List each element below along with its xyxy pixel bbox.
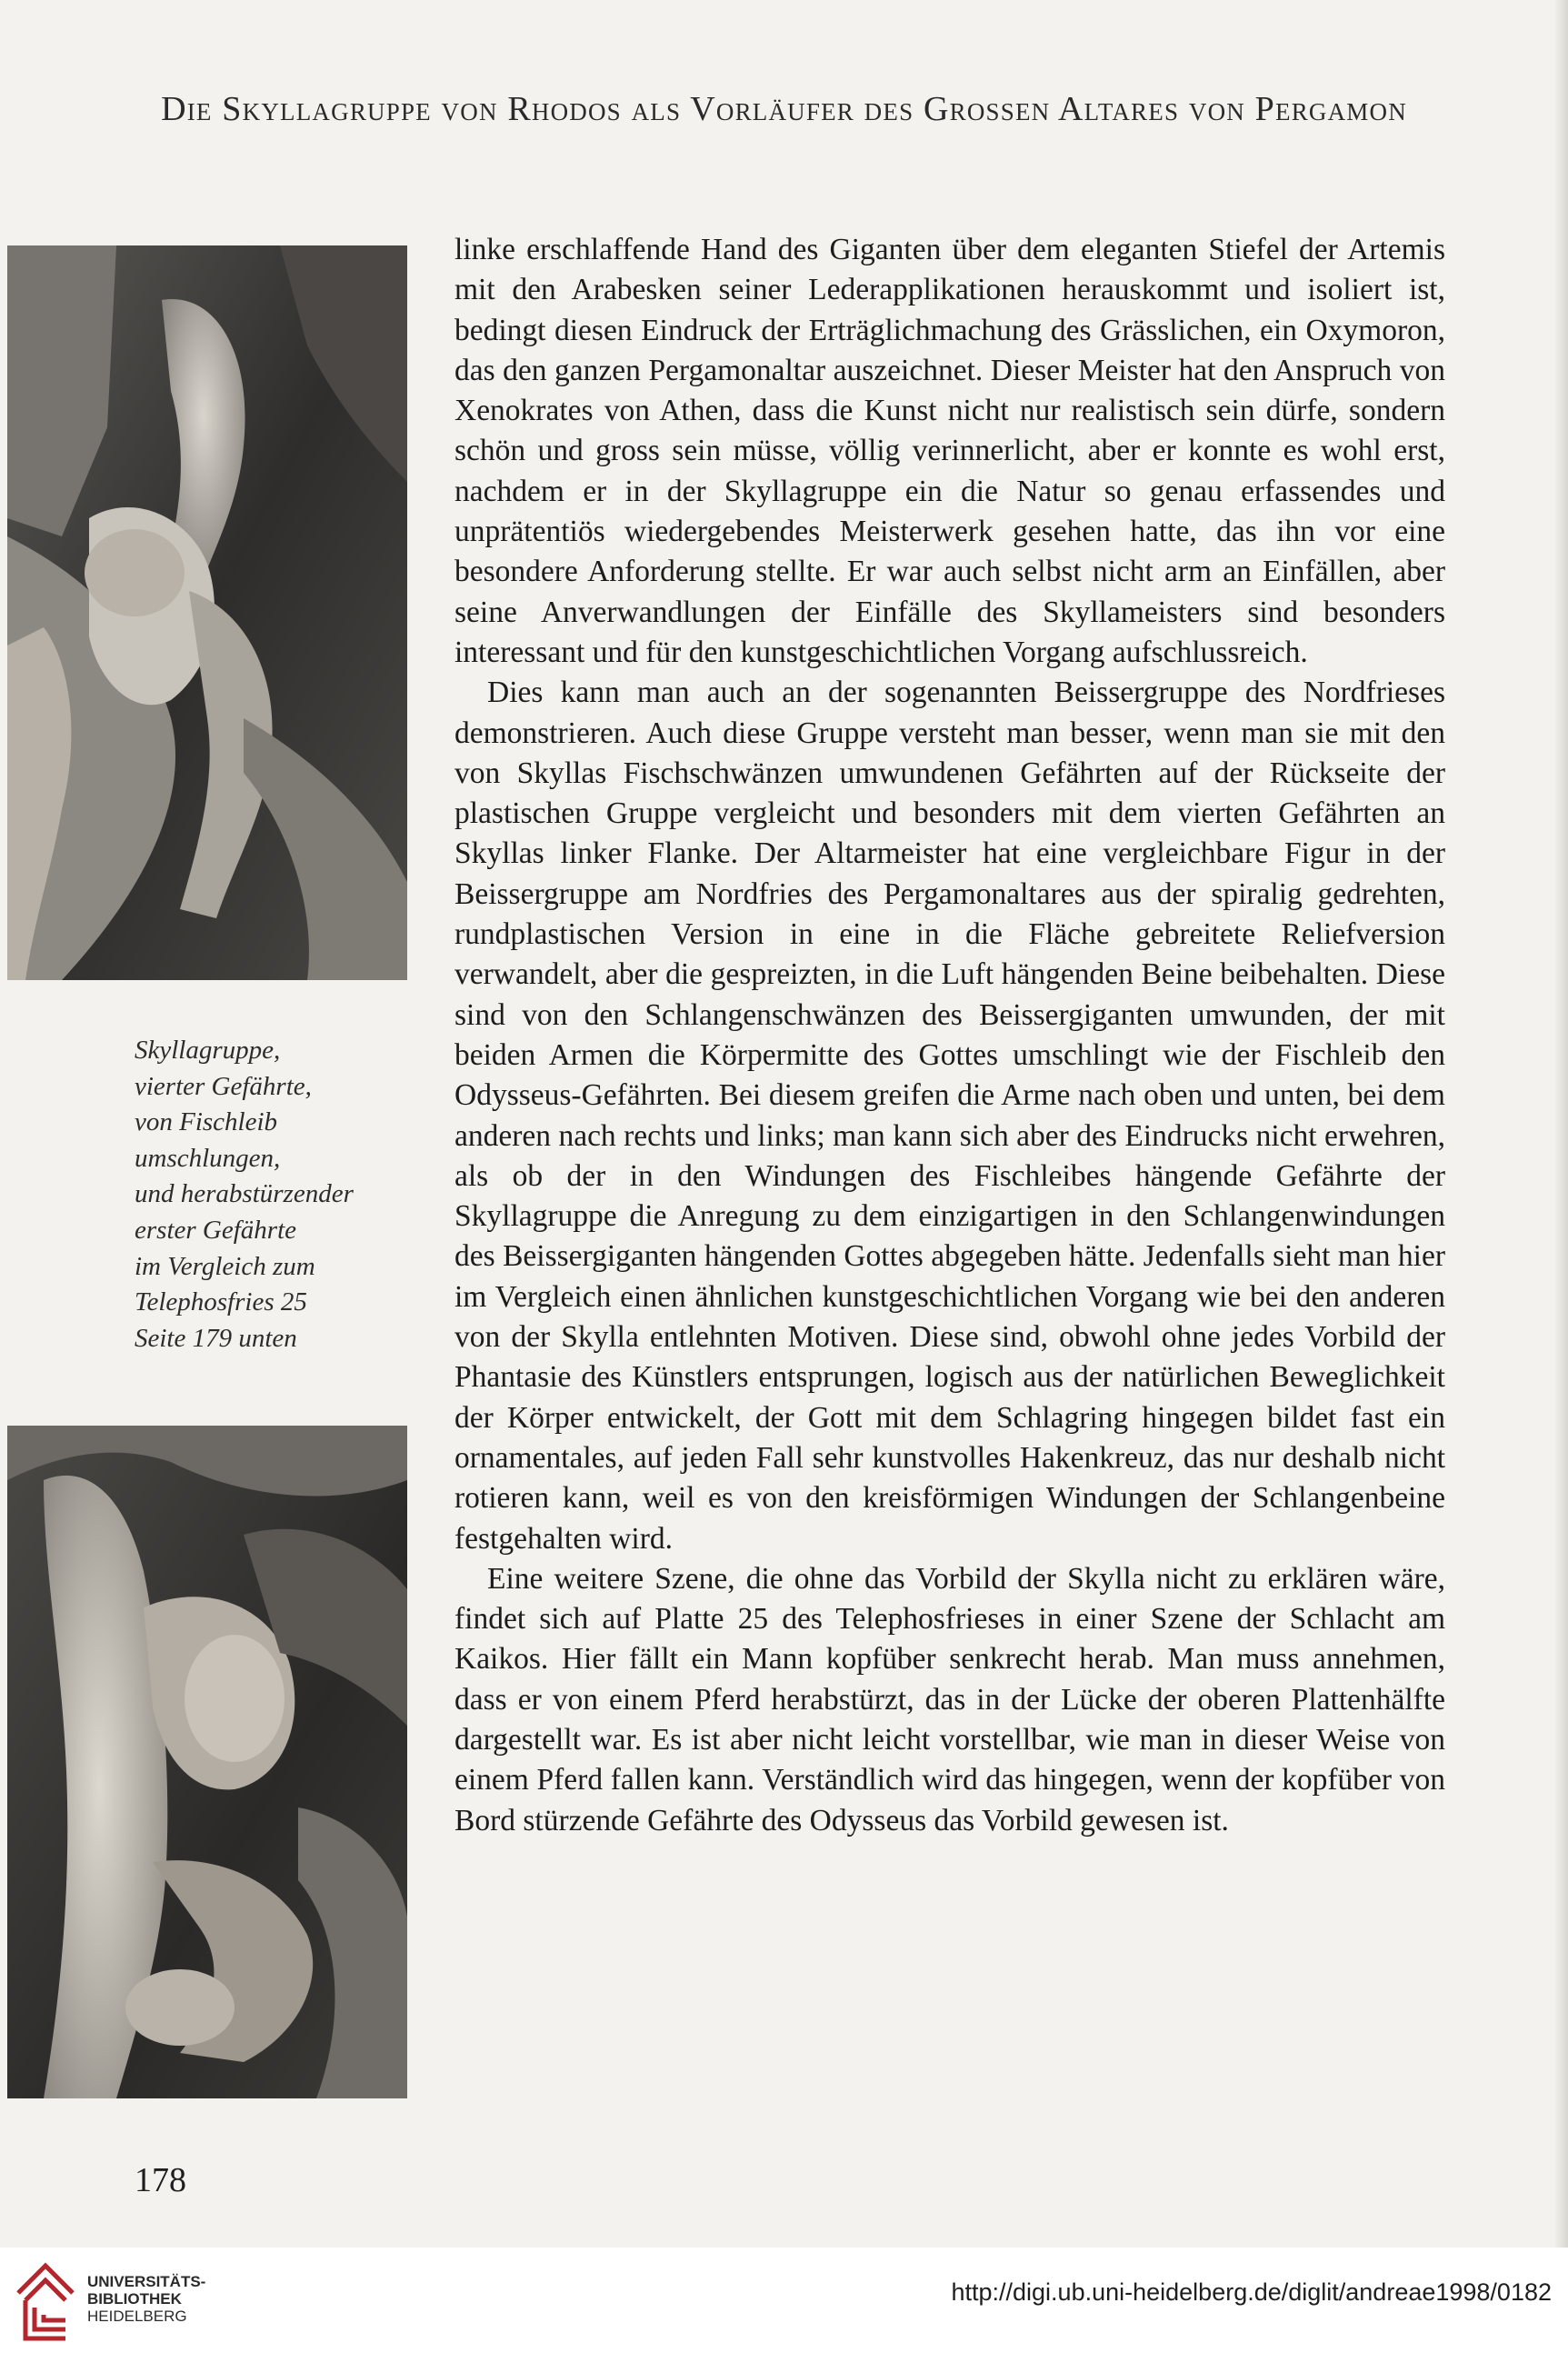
paragraph: Eine weitere Szene, die ohne das Vorbild der Skylla nicht zu erklären wäre, findet sich auf Platte 25 des Telephosfrieses in einer Szene der Schlacht am Kaikos. Hier fällt ein Mann kopfüber senkrecht herab. Man muss annehmen, dass er von einem Pferd herabstürzt, das in der Lücke der oberen Plattenhälfte dargestellt war. Es ist aber nicht leicht vorstellbar, wie man in dieser Weise von einem Pferd fallen kann. Verständlich wird das hingegen, wenn der kopfüber von Bord stürzende Gefährte des Odysseus das Vorbild gewesen ist. [454,1561,1445,1837]
caption-line: vierter Gefährte, [135,1071,312,1101]
running-head: Die Skyllagruppe von Rhodos als Vorläufer des Grossen Altares von Pergamon [161,90,1407,128]
caption-line: umschlungen, [135,1143,281,1173]
library-name [87,2273,205,2325]
sculpture-photo-bottom [7,1426,407,2098]
library-name-line: BIBLIOTHEK [87,2290,182,2308]
source-url-link[interactable]: http://digi.ub.uni-heidelberg.de/diglit/andreae1998/0182 [951,2278,1552,2306]
library-name-line: UNIVERSITÄTS- [87,2273,206,2290]
caption-line: Telephosfries 25 [135,1287,307,1317]
caption-line: und herabstürzender [135,1179,354,1209]
library-logo-icon [13,2257,80,2348]
paragraph: linke erschlaffende Hand des Giganten über dem eleganten Stiefel der Artemis mit den Arabesken seiner Lederapplikationen herauskommt und isoliert ist, bedingt diesen Eindruck der Erträglichmachung des Grässlichen, ein Oxymoron, das den ganzen Pergamonaltar auszeichnet. Dieser Meister hat den Anspruch von Xenokrates von Athen, dass die Kunst nicht nur realistisch sein dürfe, sondern schön und gross sein müsse, völlig verinnerlicht, aber er konnte es wohl erst, nachdem er in der Skyllagruppe ein die Natur so genau erfassendes und unprätentiös wiedergebendes Meisterwerk gesehen hatte, das ihn vor eine besondere Anforderung stellte. Er war auch selbst nicht arm an Einfällen, aber seine Anverwandlungen der Einfälle des Skyllameisters sind besonders interessant und für den kunstgeschichtlichen Vorgang aufschlussreich. [454,233,1445,669]
page-number: 178 [135,2161,186,2199]
caption-line: erster Gefährte [135,1215,296,1245]
paragraph: Dies kann man auch an der sogenannten Beissergruppe des Nordfrieses demonstrieren. Auch diese Gruppe versteht man besser, wenn man sie mit den von Skyllas Fischschwänzen umwundenen Gefährten auf der Rückseite der plastischen Gruppe vergleicht und besonders mit dem vierten Gefährten an Skyllas linker Flanke. Der Altarmeister hat eine vergleichbare Figur in der Beissergruppe am Nordfries des Pergamonaltares aus der spiralig gedrehten, rundplastischen Version in eine in die Fläche gebreitete Reliefversion verwandelt, aber die gespreizten, in die Luft hängenden Beine beibehalten. Diese sind von den Schlangenschwänzen des Beissergiganten umwunden, der mit beiden Armen die Körpermitte des Gottes umschlingt wie der Fischleib den Odysseus-Gefährten. Bei diesem greifen die Arme nach oben und unten, bei dem anderen nach rechts und links; man kann sich aber des Eindrucks nicht erwehren, als ob der in den Windungen des Fischleibes hängende Gefährte der Skyllagruppe die Anregung zu dem einzigartigen in den Schlangenwindungen des Beissergiganten hängenden Gottes abgegeben hätte. Jedenfalls sieht man hier im Vergleich einen ähnlichen kunstgeschichtlichen Vorgang wie bei den anderen von der Skylla entlehnten Motiven. Diese sind, obwohl ohne jedes Vorbild der Phantasie des Künstlers entsprungen, logisch aus der natürlichen Beweglichkeit der Körper entwickelt, der Gott mit dem Schlagring hingegen bildet fast ein ornamentales, auf jeden Fall sehr kunstvolles Hakenkreuz, das nur deshalb nicht rotieren kann, weil es von den kreisförmigen Windungen der Schlangenbeine festgehalten wird. [454,676,1445,1556]
figure-caption [135,1033,407,1357]
library-name-line: HEIDELBERG [87,2308,187,2325]
page-edge-shadow [1553,0,1568,2363]
sculpture-photo-top [7,245,407,980]
caption-line: Seite 179 unten [135,1323,297,1353]
body-text [454,230,1445,1841]
caption-line: im Vergleich zum [135,1251,315,1281]
caption-line: Skyllagruppe, [135,1036,281,1065]
caption-line: von Fischleib [135,1107,278,1137]
